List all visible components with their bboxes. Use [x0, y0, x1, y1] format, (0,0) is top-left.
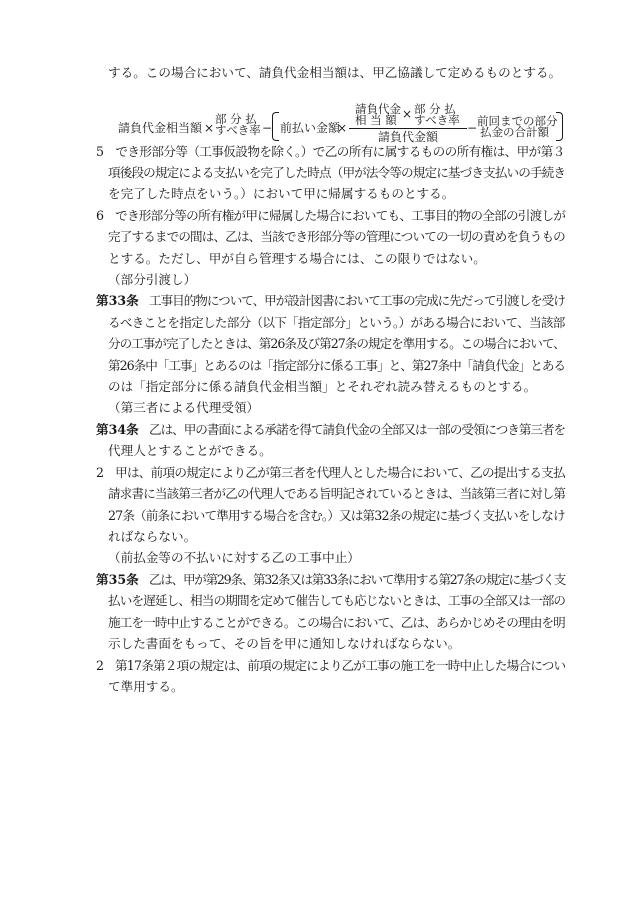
- text-line: 5 でき形部分等（工事仮設物を除く。）で乙の所有に属するものの所有権は、甲が第３: [96, 144, 565, 159]
- text-line: 代理人とすることができる。: [108, 443, 272, 458]
- text-line: ればならない。: [108, 529, 197, 544]
- text-line: 6 でき形部分等の所有権が甲に帰属した場合においても、工事目的物の全部の引渡しが: [96, 208, 566, 223]
- text-line: 示した書面をもって、その旨を甲に通知しなければならない。: [108, 636, 461, 651]
- formula-times: ×: [204, 121, 215, 135]
- text-line: 分の工事が完了したときは、第26条及び第27条の規定を準用する。この場合において、: [108, 336, 565, 351]
- formula-num1-bottom: 相 当 額: [355, 113, 397, 127]
- right-bracket: [556, 112, 563, 141]
- article-number: 第35条: [96, 572, 139, 587]
- text-line: 請求書に当該第三者が乙の代理人である旨明記されているときは、当該第三者に対し第: [108, 486, 566, 501]
- text-line: とする。ただし、甲が自ら管理する場合には、この限りではない。: [108, 251, 486, 266]
- section-heading: （第三者による代理受領）: [108, 400, 260, 415]
- text-line: 2 第17条第２項の規定は、前項の規定により乙が工事の施工を一時中止した場合につい: [96, 658, 566, 673]
- formula-times: ×: [402, 107, 413, 121]
- formula-num1-top: 請負代金: [355, 102, 401, 116]
- text-line: 乙は、甲が第29条、第32条又は第33条において準用する第27条の規定に基づく支: [149, 572, 566, 587]
- formula-times: ×: [337, 121, 348, 135]
- text-line: 項後段の規定による支払いを完了した時点（甲が法令等の規定に基づき支払いの手続き: [108, 165, 566, 180]
- article-number: 第33条: [96, 293, 139, 308]
- text-line: を完了した時点をいう。）において甲に帰属するものとする。: [108, 186, 455, 201]
- text-line: のは「指定部分に係る請負代金相当額」とそれぞれ読み替えるものとする。: [108, 379, 537, 394]
- text-line: 2 甲は、前項の規定により乙が第三者を代理人とした場合において、乙の提出する支払: [96, 465, 565, 480]
- text-line: する。この場合において、請負代金相当額は、甲乙協議して定めるものとする。: [108, 65, 562, 80]
- text-line: 27条（前条において準用する場合を含む。）又は第32条の規定に基づく支払いをしなけ: [108, 508, 565, 523]
- formula-minus: −: [467, 121, 478, 135]
- formula-num2-bottom: すべき率: [414, 113, 460, 127]
- text-line: 工事目的物について、甲が設計図書において工事の完成に先だって引渡しを受け: [149, 293, 565, 308]
- fraction-bar: [349, 128, 467, 129]
- formula-lhs: 請負代金相当額: [118, 121, 203, 135]
- text-line: 払いを遅延し、相当の期間を定めて催告しても応じないときは、工事の全部又は一部の: [108, 593, 566, 608]
- article-number: 第34条: [96, 422, 139, 437]
- formula-num2-top: 部 分 払: [414, 102, 456, 116]
- formula-prev-bottom: 払金の合計額: [480, 125, 549, 139]
- text-line: 施工を一時中止することができる。この場合において、乙は、あらかじめその理由を明: [108, 615, 565, 630]
- text-line: 完了するまでの間は、乙は、当該でき形部分等の管理についての一切の責めを負うもの: [108, 229, 565, 244]
- text-line: て準用する。: [108, 679, 184, 694]
- text-line: るべきことを指定した部分（以下「指定部分」という。）がある場合において、当該部: [108, 315, 565, 330]
- formula-ratio-bottom: すべき率: [215, 123, 261, 137]
- section-heading: （前払金等の不払いに対する乙の工事中止）: [108, 550, 360, 565]
- text-line: 乙は、甲の書面による承諾を得て請負代金の全部又は一部の受領につき第三者を: [149, 422, 566, 437]
- formula-denominator: 請負代金額: [378, 130, 439, 144]
- formula-minus: −: [262, 121, 273, 135]
- section-heading: （部分引渡し）: [108, 272, 197, 287]
- formula-ratio-top: 部 分 払: [215, 112, 257, 126]
- text-line: 第26条中「工事」とあるのは「指定部分に係る工事」と、第27条中「請負代金」とある: [108, 358, 566, 373]
- formula-prepaid: 前払い金額: [280, 121, 341, 135]
- formula-prev-top: 前回までの部分: [477, 114, 558, 128]
- left-bracket: [272, 112, 279, 141]
